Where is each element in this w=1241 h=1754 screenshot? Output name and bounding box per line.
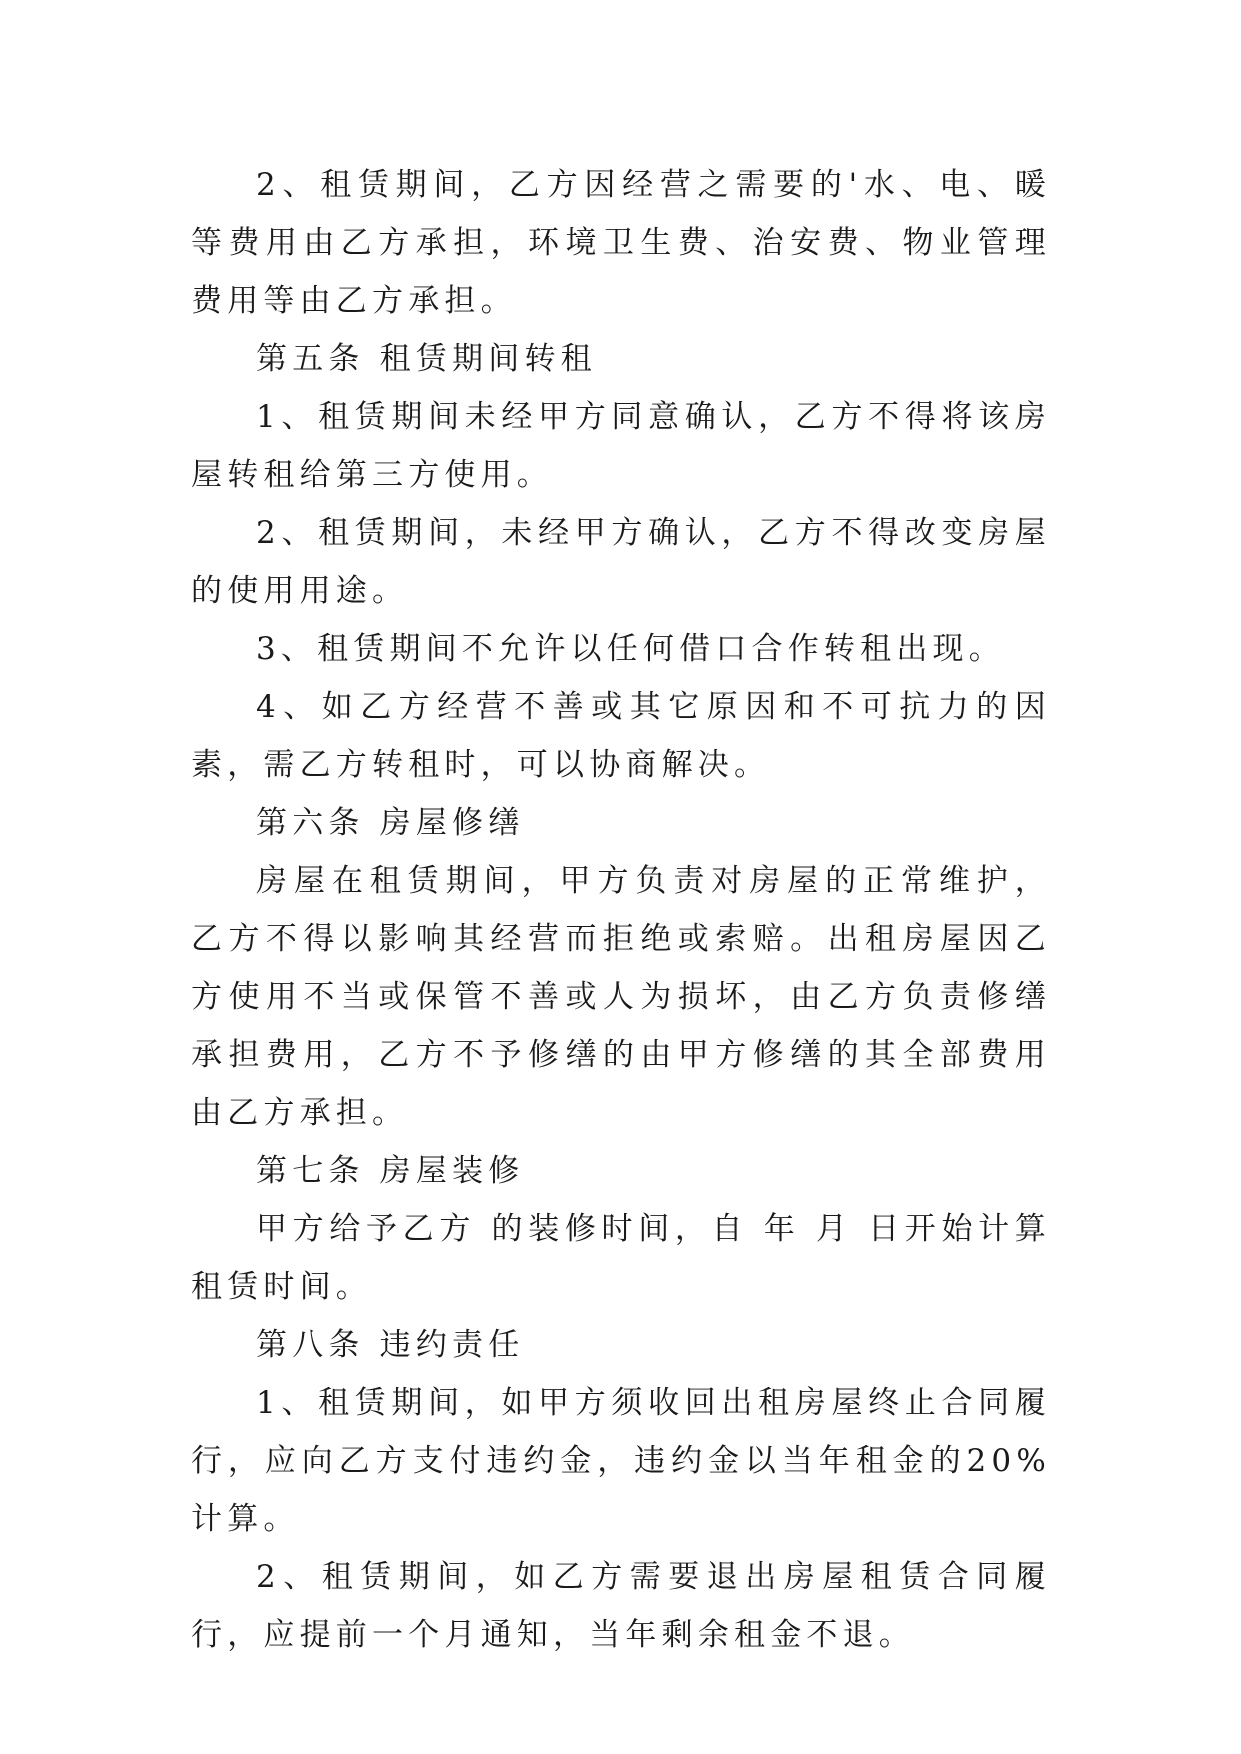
paragraph-usage-change: 2、租赁期间，未经甲方确认，乙方不得改变房屋的使用用途。 <box>191 515 1051 609</box>
paragraph-renovation: 甲方给予乙方 的装修时间，自 年 月 日开始计算租赁时间。 <box>191 1211 1051 1305</box>
paragraph-tenant-exit: 2、租赁期间，如乙方需要退出房屋租赁合同履行，应提前一个月通知，当年剩余租金不退。 <box>191 1559 1051 1653</box>
article-5-heading: 第五条 租赁期间转租 <box>256 341 597 377</box>
paragraph-force-majeure: 4、如乙方经营不善或其它原因和不可抗力的因素，需乙方转租时，可以协商解决。 <box>191 689 1051 783</box>
document-body <box>191 156 1051 1664</box>
paragraph-no-sublease: 3、租赁期间不允许以任何借口合作转租出现。 <box>256 631 1005 667</box>
paragraph-fees: 2、租赁期间，乙方因经营之需要的'水、电、暖等费用由乙方承担，环境卫生费、治安费、物业管理费用等由乙方承担。 <box>191 167 1051 319</box>
paragraph-landlord-breach: 1、租赁期间，如甲方须收回出租房屋终止合同履行，应向乙方支付违约金，违约金以当年租金的20%计算。 <box>191 1385 1051 1537</box>
article-8-heading: 第八条 违约责任 <box>256 1327 525 1363</box>
paragraph-sublease-consent: 1、租赁期间未经甲方同意确认，乙方不得将该房屋转租给第三方使用。 <box>191 399 1051 493</box>
paragraph-repairs: 房屋在租赁期间，甲方负责对房屋的正常维护，乙方不得以影响其经营而拒绝或索赔。出租房屋因乙方使用不当或保管不善或人为损坏，由乙方负责修缮承担费用，乙方不予修缮的由甲方修缮的其全部费用由乙方承担。 <box>191 863 1051 1131</box>
article-6-heading: 第六条 房屋修缮 <box>256 805 525 841</box>
article-7-heading: 第七条 房屋装修 <box>256 1153 525 1189</box>
